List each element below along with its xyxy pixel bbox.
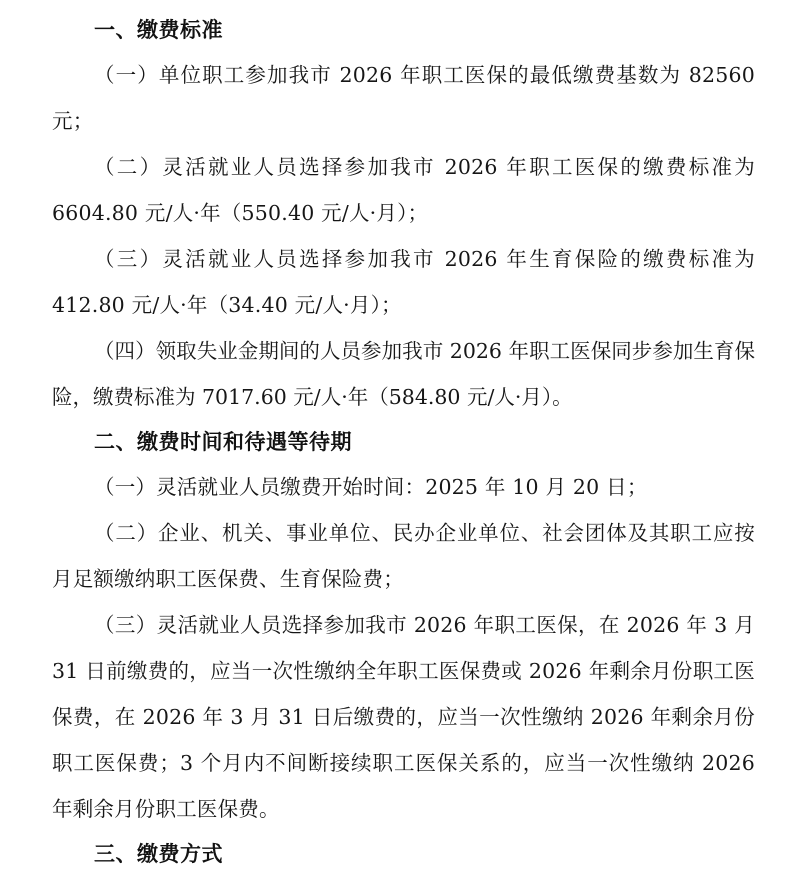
section-heading-2: 二、缴费时间和待遇等待期 (94, 430, 352, 454)
paragraph-2-3: （三）灵活就业人员选择参加我市 2026 年职工医保，在 2026 年 3 月 31 日前缴费的，应当一次性缴纳全年职工医保费或 2026 年剩余月份职工医保费，在 2026 年 3 月 31 日后缴费的，应当一次性缴纳 2026 年剩余月份职工医保费；3 个月内不间断接续职工医保关系的，应当一次性缴纳 2026 年剩余月份职工医保费。 (52, 613, 755, 821)
paragraph-1-4: （四）领取失业金期间的人员参加我市 2026 年职工医保同步参加生育保险，缴费标准为 7017.60 元/人·年（584.80 元/人·月）。 (52, 339, 755, 409)
section-heading-3: 三、缴费方式 (94, 842, 223, 866)
paragraph-1-2: （二）灵活就业人员选择参加我市 2026 年职工医保的缴费标准为 6604.80 元/人·年（550.40 元/人·月）； (52, 155, 755, 225)
paragraph-1-1: （一）单位职工参加我市 2026 年职工医保的最低缴费基数为 82560 元； (52, 63, 755, 133)
paragraph-2-2: （二）企业、机关、事业单位、民办企业单位、社会团体及其职工应按月足额缴纳职工医保费、生育保险费； (52, 521, 755, 591)
paragraph-2-1: （一）灵活就业人员缴费开始时间：2025 年 10 月 20 日； (94, 475, 648, 499)
paragraph-1-3: （三）灵活就业人员选择参加我市 2026 年生育保险的缴费标准为 412.80 元/人·年（34.40 元/人·月）； (52, 247, 755, 317)
section-heading-1: 一、缴费标准 (94, 18, 223, 42)
